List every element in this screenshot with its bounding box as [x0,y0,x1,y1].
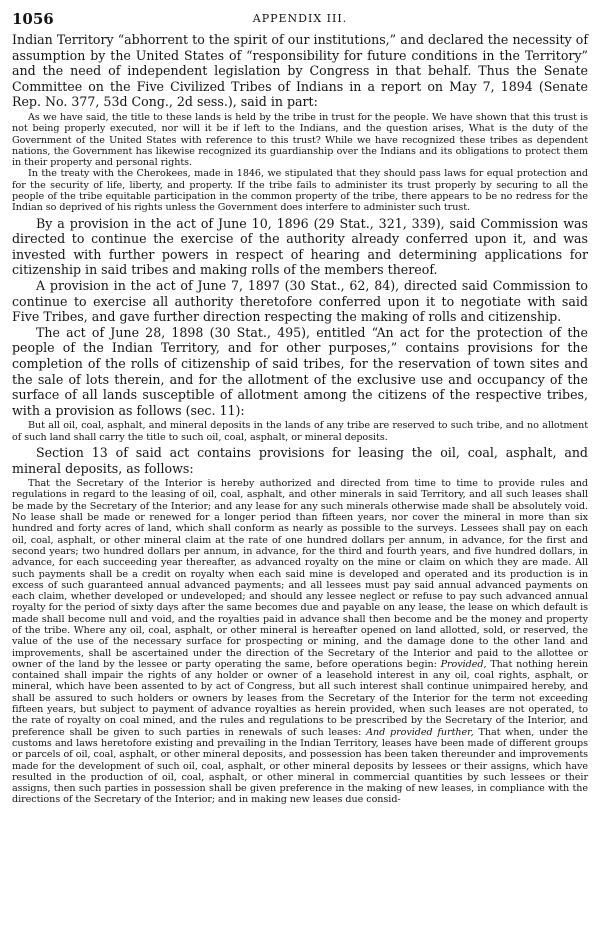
quote-section-11: But all oil, coal, asphalt, and mineral deposits in the lands of any tribe are reserved to such tribe, and no allotment of such land shall carry the title to such oil, coal, asphalt, or mineral deposits. [12,420,588,443]
paragraph-act-1896: By a provision in the act of June 10, 1896 (29 Stat., 321, 339), said Commission was directed to continue the exercise of the authority already conferred upon it, and was invested with further powers in respect of hearing and determining applications for citizenship in said tribes and making rolls of the members thereof. [12,215,588,278]
body-text [12,32,588,806]
page-header [12,10,588,32]
paragraph-intro: Indian Territory “abhorrent to the spirit of our institutions,” and declared the necessity of assumption by the United States of “responsibility for future conditions in the Territory” and the need of independent legislation by Congress in that behalf. Thus the Senate Committee on the Five Civilized Tribes of Indians in a report on May 7, 1894 (Senate Rep. No. 377, 53d Cong., 2d sess.), said in part: [12,32,588,110]
quote-senate-report-2: In the treaty with the Cherokees, made in 1846, we stipulated that they should pass laws for equal protection and for the security of life, liberty, and property. If the tribe fails to administer its trust properly by securing to all the people of the tribe equitable participation in the common property of the tribe, there appears to be no redress for the Indian so deprived of his rights unless the Government does interfere to administer such trust. [12,168,588,214]
paragraph-act-1898: The act of June 28, 1898 (30 Stat., 495), entitled “An act for the protection of the people of the Indian Territory, and for other purposes,” contains provisions for the completion of the rolls of citizenship of said tribes, for the reservation of town sites and the sale of lots therein, and for the allotment of the exclusive use and occupancy of the surface of all lands susceptible of allotment among the citizens of the respective tribes, with a provision as follows (sec. 11): [12,324,588,418]
paragraph-section-13: Section 13 of said act contains provisions for leasing the oil, coal, asphalt, and mineral deposits, as follows: [12,444,588,476]
running-head: APPENDIX III. [252,12,348,25]
quote-section-13 [12,478,588,806]
paragraph-act-1897: A provision in the act of June 7, 1897 (30 Stat., 62, 84), directed said Commission to continue to exercise all authority theretofore conferred upon it to negotiate with said Five Tribes, and gave further direction respecting the making of rolls and citizenship. [12,278,588,325]
provided-further-italic: And provided further, [366,726,474,738]
provided-italic: Provided, [440,658,487,670]
quote-section-13-part-a: That the Secretary of the Interior is hereby authorized and directed from time to time to provide rules and regulations in regard to the leasing of oil, coal, asphalt, and other minerals in said Territory, and all such leases shall be made by the Secretary of the Interior; and any lease for any such minerals otherwise made shall be absolutely void. No lease shall be made or renewed for a longer period than fifteen years, nor cover the mineral in more than six hundred and forty acres of land, which shall conform as nearly as possible to the surveys. Lessees shall pay on each oil, coal, asphalt, or other mineral claim at the rate of one hundred dollars per annum, in advance, for the first and second years; two hundred dollars per annum, in advance, for the third and fourth years, and five hundred dollars, in advance, for each succeeding year thereafter, as advanced royalty on the mine or claim on which they are made. All such payments shall be a credit on royalty when each said mine is developed and operated and its production is in excess of such guaranteed annual advanced payments; and all lessees must pay said annual advanced payments on each claim, whether developed or undeveloped; and should any lessee neglect or refuse to pay such advanced annual royalty for the period of sixty days after the same becomes due and payable on any lease, the lease on which default is made shall become null and void, and the royalties paid in advance shall then become and be the money and property of the tribe. Where any oil, coal, asphalt, or other mineral is hereafter opened on land allotted, sold, or reserved, the value of the use of the necessary surface for prospecting or mining, and the damage done to the other land and improvements, shall be ascertained under the direction of the Secretary of the Interior and paid to the allottee or owner of the land by the lessee or party operating the same, before operations begin: [12,478,588,670]
quote-section-13-part-b: That nothing herein contained shall impair the rights of any holder or owner of a leasehold interest in any oil, coal rights, asphalt, or mineral, which have been assented to by act of Congress, but all such interest shall continue unimpaired hereby, and shall be assured to such holders or owners by leases from the Secretary of the Interior for the term not exceeding fifteen years, but subject to payment of advance royalties as herein provided, when such leases are not operated, to the rate of royalty on coal mined, and the rules and regulations to be prescribed by the Secretary of the Interior, and preference shall be given to such parties in renewals of such leases: [12,658,589,738]
quote-section-13-part-c: That when, under the customs and laws heretofore existing and prevailing in the Indian Territory, leases have been made of different groups or parcels of oil, coal, asphalt, or other mineral deposits, and possession has been taken thereunder and improvements made for the development of such oil, coal, asphalt, or other mineral deposits by lessees or their assigns, which have resulted in the production of oil, coal, asphalt, or other mineral in commercial quantities by such lessees or their assigns, then such parties in possession shall be given preference in the making of new leases, in compliance with the directions of the Secretary of the Interior; and in making new leases due consid- [12,726,589,806]
quote-senate-report-1: As we have said, the title to these lands is held by the tribe in trust for the people. We have shown that this trust is not being properly executed, nor will it be if left to the Indians, and the question arises, What is the duty of the Government of the United States with reference to this trust? While we have recognized these tribes as dependent nations, the Government has likewise recognized its guardianship over the Indians and its obligations to protect them in their property and personal rights. [12,111,588,169]
page-number: 1056 [12,10,54,28]
